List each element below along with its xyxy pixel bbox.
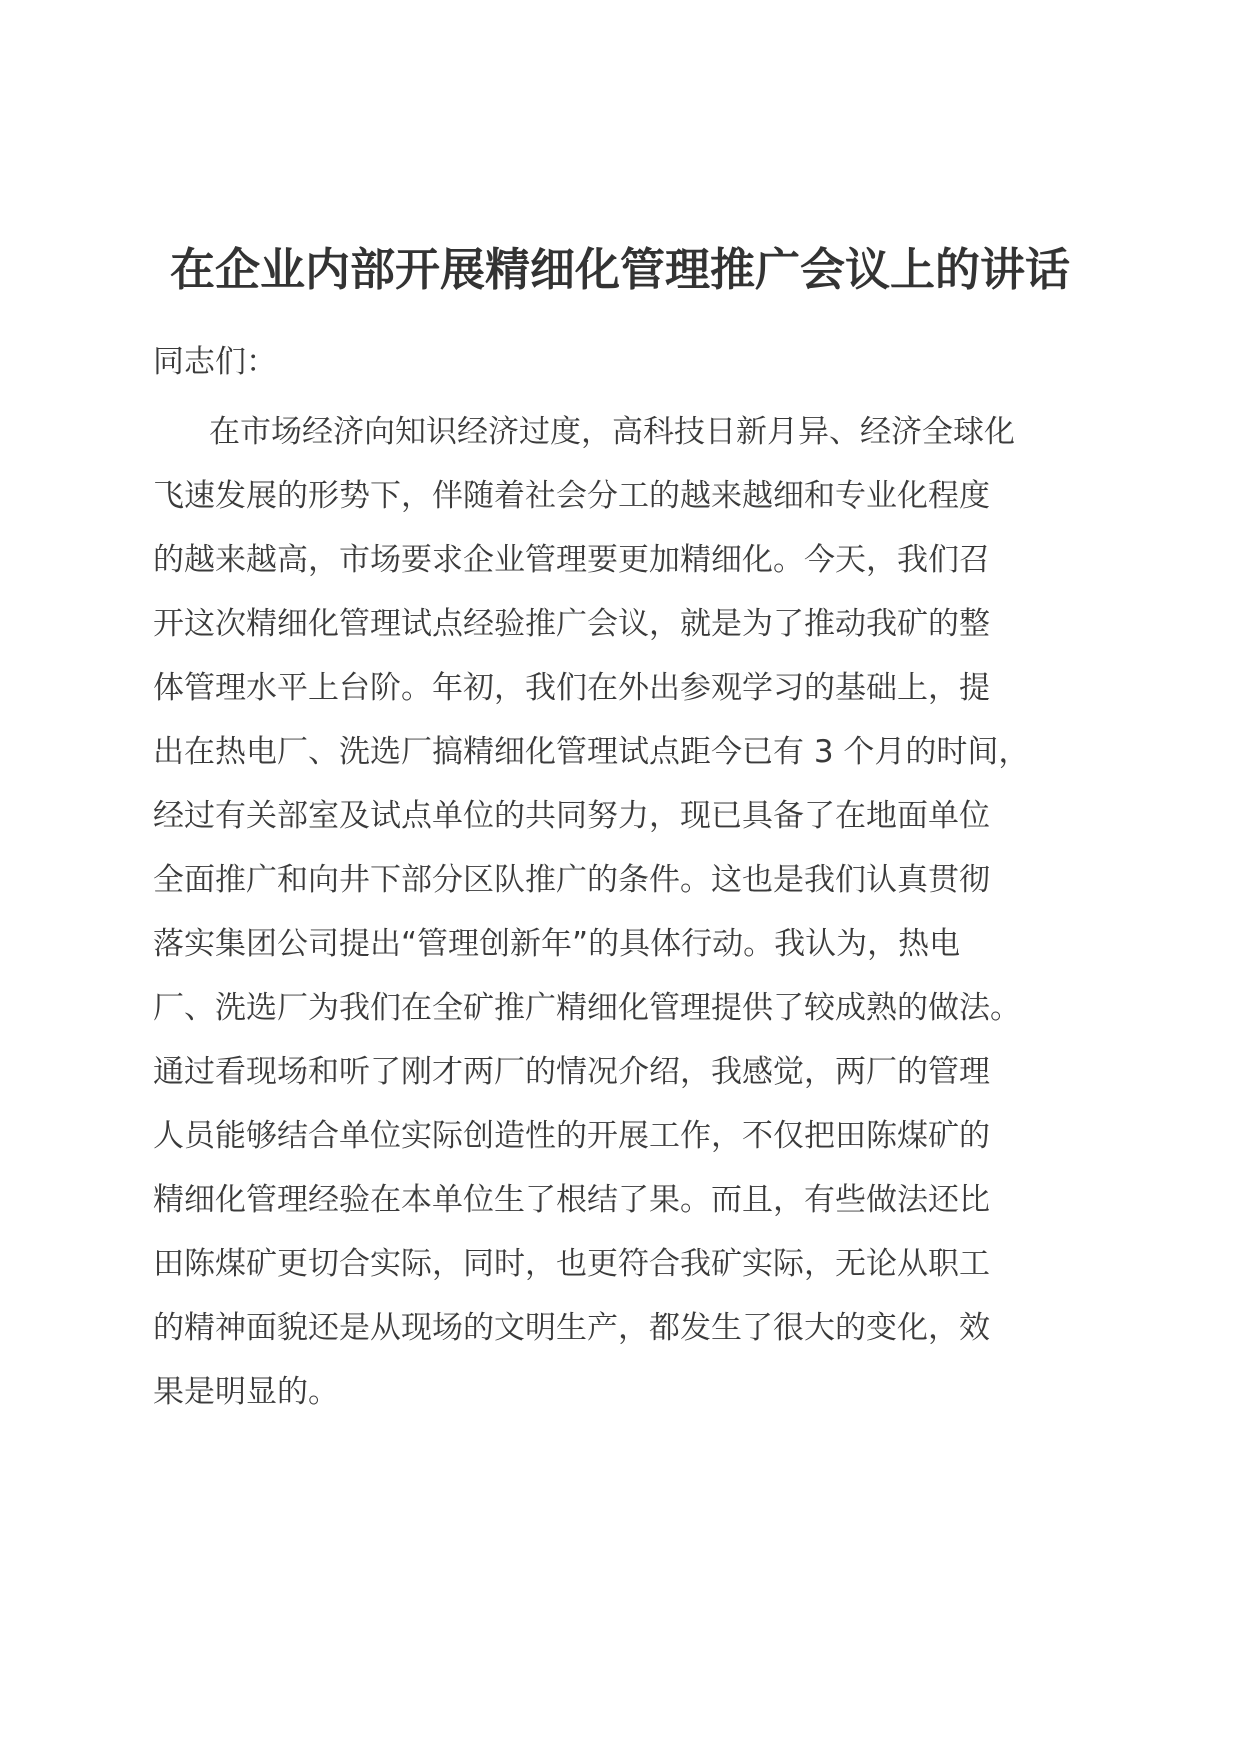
paragraph-line: 田陈煤矿更切合实际，同时，也更符合我矿实际，无论从职工 [153,1246,990,1282]
paragraph-line: 人员能够结合单位实际创造性的开展工作，不仅把田陈煤矿的 [153,1118,990,1154]
paragraph-line: 在市场经济向知识经济过度，高科技日新月异、经济全球化 [209,414,1015,450]
paragraph-line: 经过有关部室及试点单位的共同努力，现已具备了在地面单位 [153,798,990,834]
speech-paragraph [153,400,1093,1424]
paragraph-line: 精细化管理经验在本单位生了根结了果。而且，有些做法还比 [153,1182,990,1218]
paragraph-line: 通过看现场和听了刚才两厂的情况介绍，我感觉，两厂的管理 [153,1054,990,1090]
salutation: 同志们： [153,344,277,380]
paragraph-line: 体管理水平上台阶。年初，我们在外出参观学习的基础上，提 [153,670,990,706]
paragraph-line: 厂、洗选厂为我们在全矿推广精细化管理提供了较成熟的做法。 [153,990,1021,1026]
paragraph-line: 的精神面貌还是从现场的文明生产，都发生了很大的变化，效 [153,1310,990,1346]
document-title: 在企业内部开展精细化管理推广会议上的讲话 [169,243,1070,296]
paragraph-line: 的越来越高，市场要求企业管理要更加精细化。今天，我们召 [153,542,990,578]
paragraph-line: 飞速发展的形势下，伴随着社会分工的越来越细和专业化程度 [153,478,990,514]
paragraph-line: 全面推广和向井下部分区队推广的条件。这也是我们认真贯彻 [153,862,990,898]
paragraph-line: 出在热电厂、洗选厂搞精细化管理试点距今已有 3 个月的时间， [153,734,1030,770]
paragraph-line: 落实集团公司提出“管理创新年”的具体行动。我认为，热电 [153,926,961,962]
paragraph-line: 开这次精细化管理试点经验推广会议，就是为了推动我矿的整 [153,606,990,642]
paragraph-line: 果是明显的。 [153,1374,339,1410]
